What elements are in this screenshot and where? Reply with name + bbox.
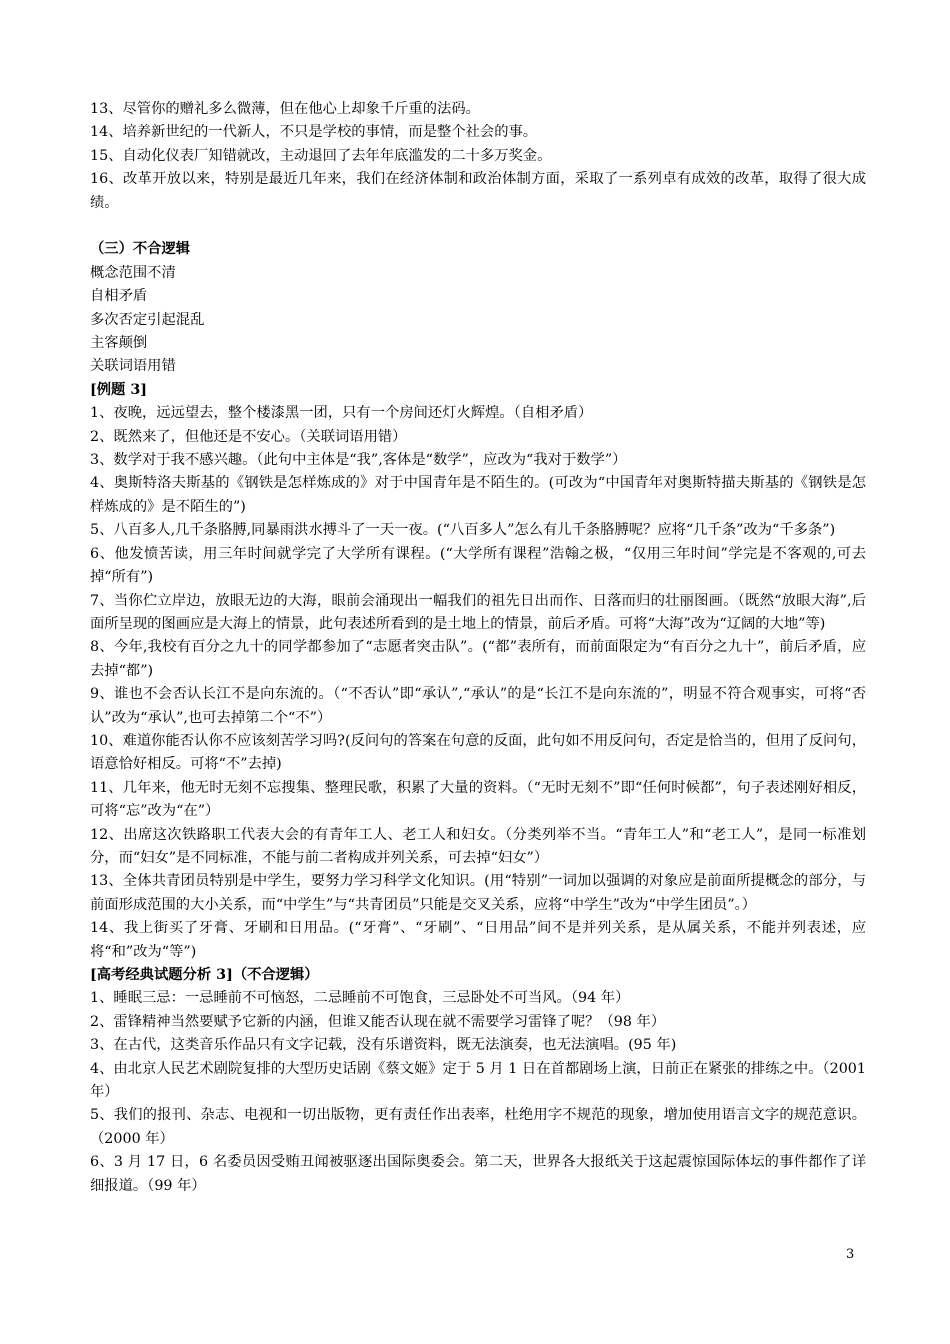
category-item: 关联词语用错 (90, 358, 176, 375)
page-number: 3 (846, 1247, 855, 1262)
example-list (90, 402, 866, 964)
example-item: 11、几年来，他无时无刻不忘搜集、整理民歌，积累了大量的资料。（“无时无刻不”即“任何时候都”，句子表述刚好相反，可将“忘”改为“在”） (90, 779, 866, 820)
document-page (90, 98, 866, 1198)
example-item: 5、八百多人,几千条胳膊,同暴雨洪水搏斗了一天一夜。(“八百多人”怎么有儿千条胳膊呢？应将“几千条”改为“千多条”) (90, 522, 836, 539)
example-item: 13、全体共青团员特别是中学生，要努力学习科学文化知识。(用“特别”一词加以强调的对象应是前面所提概念的部分，与前面形成范围的大小关系，而“中学生”与“共青团员”只能是交叉关系，应将“中学生”改为“中学生团员”。） (90, 873, 866, 913)
analysis-item: 2、雷锋精神当然要赋予它新的内涵，但谁又能否认现在就不需要学习雷锋了呢？（98 年） (90, 1013, 666, 1030)
analysis-item: 6、3 月 17 日，6 名委员因受贿丑闻被驱逐出国际奥委会。第二天，世界各大报纸关于这起震惊国际体坛的事件都作了详细报道。（99 年） (90, 1154, 866, 1194)
analysis-item: 5、我们的报刊、杂志、电视和一切出版物，更有责任作出表率，杜绝用字不规范的现象，增加使用语言文字的规范意识。（2000 年） (90, 1107, 866, 1147)
list-item: 16、改革开放以来，特别是最近几年来，我们在经济体制和政治体制方面，采取了一系列卓有成效的改革，取得了很大成绩。 (90, 171, 866, 211)
list-item: 14、培养新世纪的一代新人，不只是学校的事情，而是整个社会的事。 (90, 124, 538, 141)
example-item: 10、难道你能否认你不应该刻苦学习吗?(反问句的答案在句意的反面，此句如不用反问句，否定是恰当的，但用了反问句，语意恰好相反。可将“不”去掉) (90, 732, 866, 773)
analysis-item: 3、在古代，这类音乐作品只有文字记载，没有乐谱资料，既无法演奏，也无法演唱。(95 年) (90, 1037, 677, 1054)
category-item: 概念范围不清 (90, 264, 176, 281)
section-heading: （三）不合逻辑 (90, 241, 191, 258)
example-item: 7、当你伫立岸边，放眼无边的大海，眼前会涌现出一幅我们的祖先日出而作、日落而归的壮丽图画。（既然“放眼大海”,后面所呈现的图画应是大海上的情景，此句表述所看到的是土地上的情景，前后矛盾。可将“大海”改为“辽阔的大地”等) (90, 592, 866, 632)
list-item: 15、自动化仪表厂知错就改，主动退回了去年年底滥发的二十多万奖金。 (90, 147, 552, 164)
example-item: 3、数学对于我不感兴趣。（此句中主体是“我”,客体是“数学”，应改为“我对于数学”） (90, 452, 627, 469)
section-a-list (90, 98, 866, 215)
example-item: 9、谁也不会否认长江不是向东流的。（“不否认”即“承认”,“承认”的是“长江不是向东流的”，明显不符合观事实，可将“否认”改为“承认”,也可去掉第二个“不”） (90, 686, 866, 726)
blank-line (90, 215, 866, 238)
analysis-item: 4、由北京人民艺术剧院复排的大型历史话剧《蔡文姬》定于 5 月 1 日在首都剧场上演，日前正在紧张的排练之中。（2001 年） (90, 1060, 866, 1101)
category-item: 自相矛盾 (90, 288, 148, 305)
analysis-heading: [高考经典试题分析 3]（不合逻辑） (90, 967, 319, 984)
category-item: 主客颠倒 (90, 335, 148, 352)
category-list (90, 262, 866, 379)
example-item: 4、奥斯特洛夫斯基的《钢铁是怎样炼成的》对于中国青年是不陌生的。(可改为“中国青年对奥斯特描夫斯基的《钢铁是怎样炼成的》是不陌生的”) (90, 475, 866, 515)
list-item: 13、尽管你的赠礼多么微薄，但在他心上却象千斤重的法码。 (90, 101, 480, 117)
example-item: 1、夜晚，远远望去，整个楼漆黑一团，只有一个房间还灯火辉煌。（自相矛盾） (90, 405, 593, 422)
example-item: 2、既然来了，但他还是不安心。（关联词语用错） (90, 428, 407, 445)
example-item: 12、出席这次铁路职工代表大会的有青年工人、老工人和妇女。（分类列举不当。“青年工人”和“老工人”，是同一标准划分，而“妇女”是不同标准，不能与前二者构成并列关系，可去掉“妇女”） (90, 826, 866, 866)
example-item: 14、我上街买了牙膏、牙刷和日用品。(“牙膏”、“牙刷”、“日用品”间不是并列关系，是从属关系，不能并列表述，应将“和”改为“等”) (90, 920, 866, 960)
example-heading: [例题 3] (90, 381, 148, 398)
example-item: 6、他发愤苦读，用三年时间就学完了大学所有课程。(“大学所有课程”浩翰之极，“仅用三年时间”学完是不客观的,可去掉“所有”) (90, 545, 866, 586)
analysis-item: 1、睡眠三忌：一忌睡前不可恼怒，二忌睡前不可饱食，三忌卧处不可当风。（94 年） (90, 990, 630, 1007)
example-item: 8、今年,我校有百分之九十的同学都参加了“志愿者突击队”。(“都”表所有，而前面限定为“有百分之九十”，前后矛盾，应去掉“都”) (90, 639, 866, 679)
analysis-list (90, 987, 866, 1198)
category-item: 多次否定引起混乱 (90, 311, 205, 328)
